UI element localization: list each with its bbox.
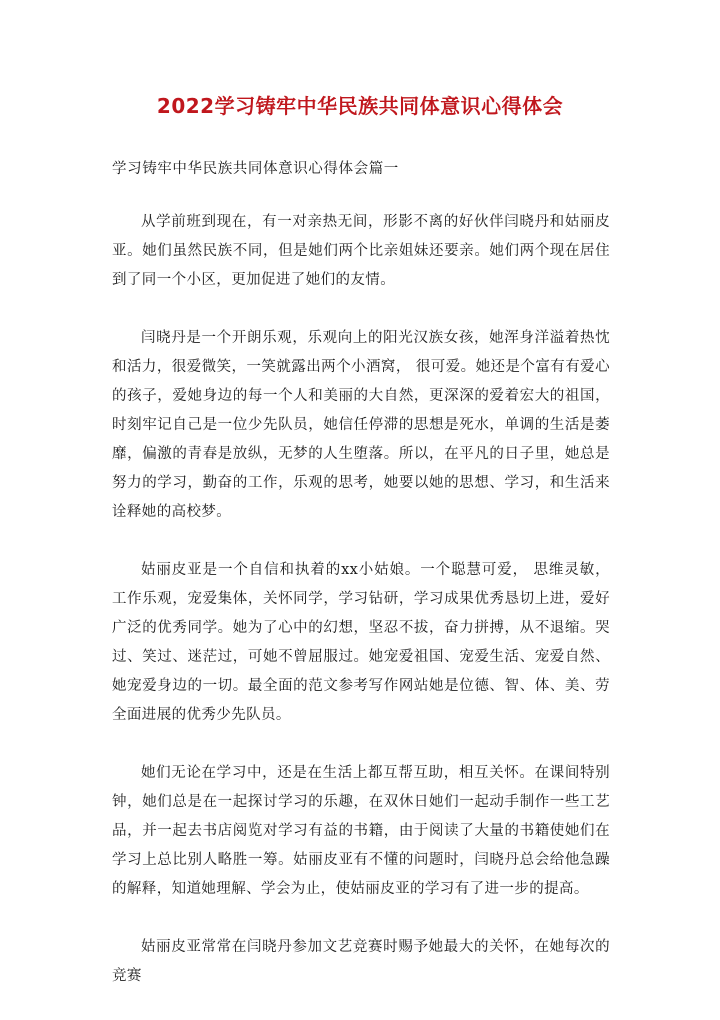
paragraph-3: 姑丽皮亚是一个自信和执着的xx小姑娘。一个聪慧可爱， 思维灵敏，工作乐观，宠爱集体，关怀同学，学习钻研，学习成果优秀恳切上进，爱好广泛的优秀同学。她为了心中的幻想，坚忍不拔，奋力拼搏，从不退缩。哭过、笑过、迷茫过，可她不曾屈服过。她宠爱祖国、宠爱生活、宠爱自然、她宠爱身边的一切。最全面的范文参考写作网站她是位德、智、体、美、劳全面进展的优秀少先队员。	[112, 562, 610, 723]
paragraph-4: 她们无论在学习中，还是在生活上都互帮互助，相互关怀。在课间特别钟，她们总是在一起探讨学习的乐趣，在双休日她们一起动手制作一些工艺品，并一起去书店阅览对学习有益的书籍，由于阅读了大量的书籍使她们在学习上总比别人略胜一筹。姑丽皮亚有不懂的问题时，闫晓丹总会给他急躁的解释，知道她理解、学会为止，使姑丽皮亚的学习有了进一步的提高。	[112, 765, 610, 897]
paragraph-2: 闫晓丹是一个开朗乐观，乐观向上的阳光汉族女孩，她浑身洋溢着热忱和活力，很爱微笑，一笑就露出两个小酒窝， 很可爱。她还是个富有有爱心的孩子，爱她身边的每一个人和美丽的大自然，更深深的爱着宏大的祖国，时刻牢记自己是一位少先队员，她信任停滞的思想是死水，单调的生活是萎靡，偏激的青春是放纵，无梦的人生堕落。所以，在平凡的日子里，她总是努力的学习，勤奋的工作，乐观的思考，她要以她的思想、学习，和生活来诠释她的高校梦。	[112, 330, 610, 520]
document-subtitle: 学习铸牢中华民族共同体意识心得体会篇一	[112, 161, 399, 177]
paragraph-5: 姑丽皮亚常常在闫晓丹参加文艺竞赛时赐予她最大的关怀，在她每次的竞赛	[112, 939, 610, 984]
document-title: 2022学习铸牢中华民族共同体意识心得体会	[156, 94, 564, 118]
paragraph-1: 从学前班到现在，有一对亲热无间，形影不离的好伙伴闫晓丹和姑丽皮亚。她们虽然民族不同，但是她们两个比亲姐妹还要亲。她们两个现在居住到了同一个小区，更加促进了她们的友情。	[112, 214, 610, 288]
document-body	[112, 208, 610, 1020]
